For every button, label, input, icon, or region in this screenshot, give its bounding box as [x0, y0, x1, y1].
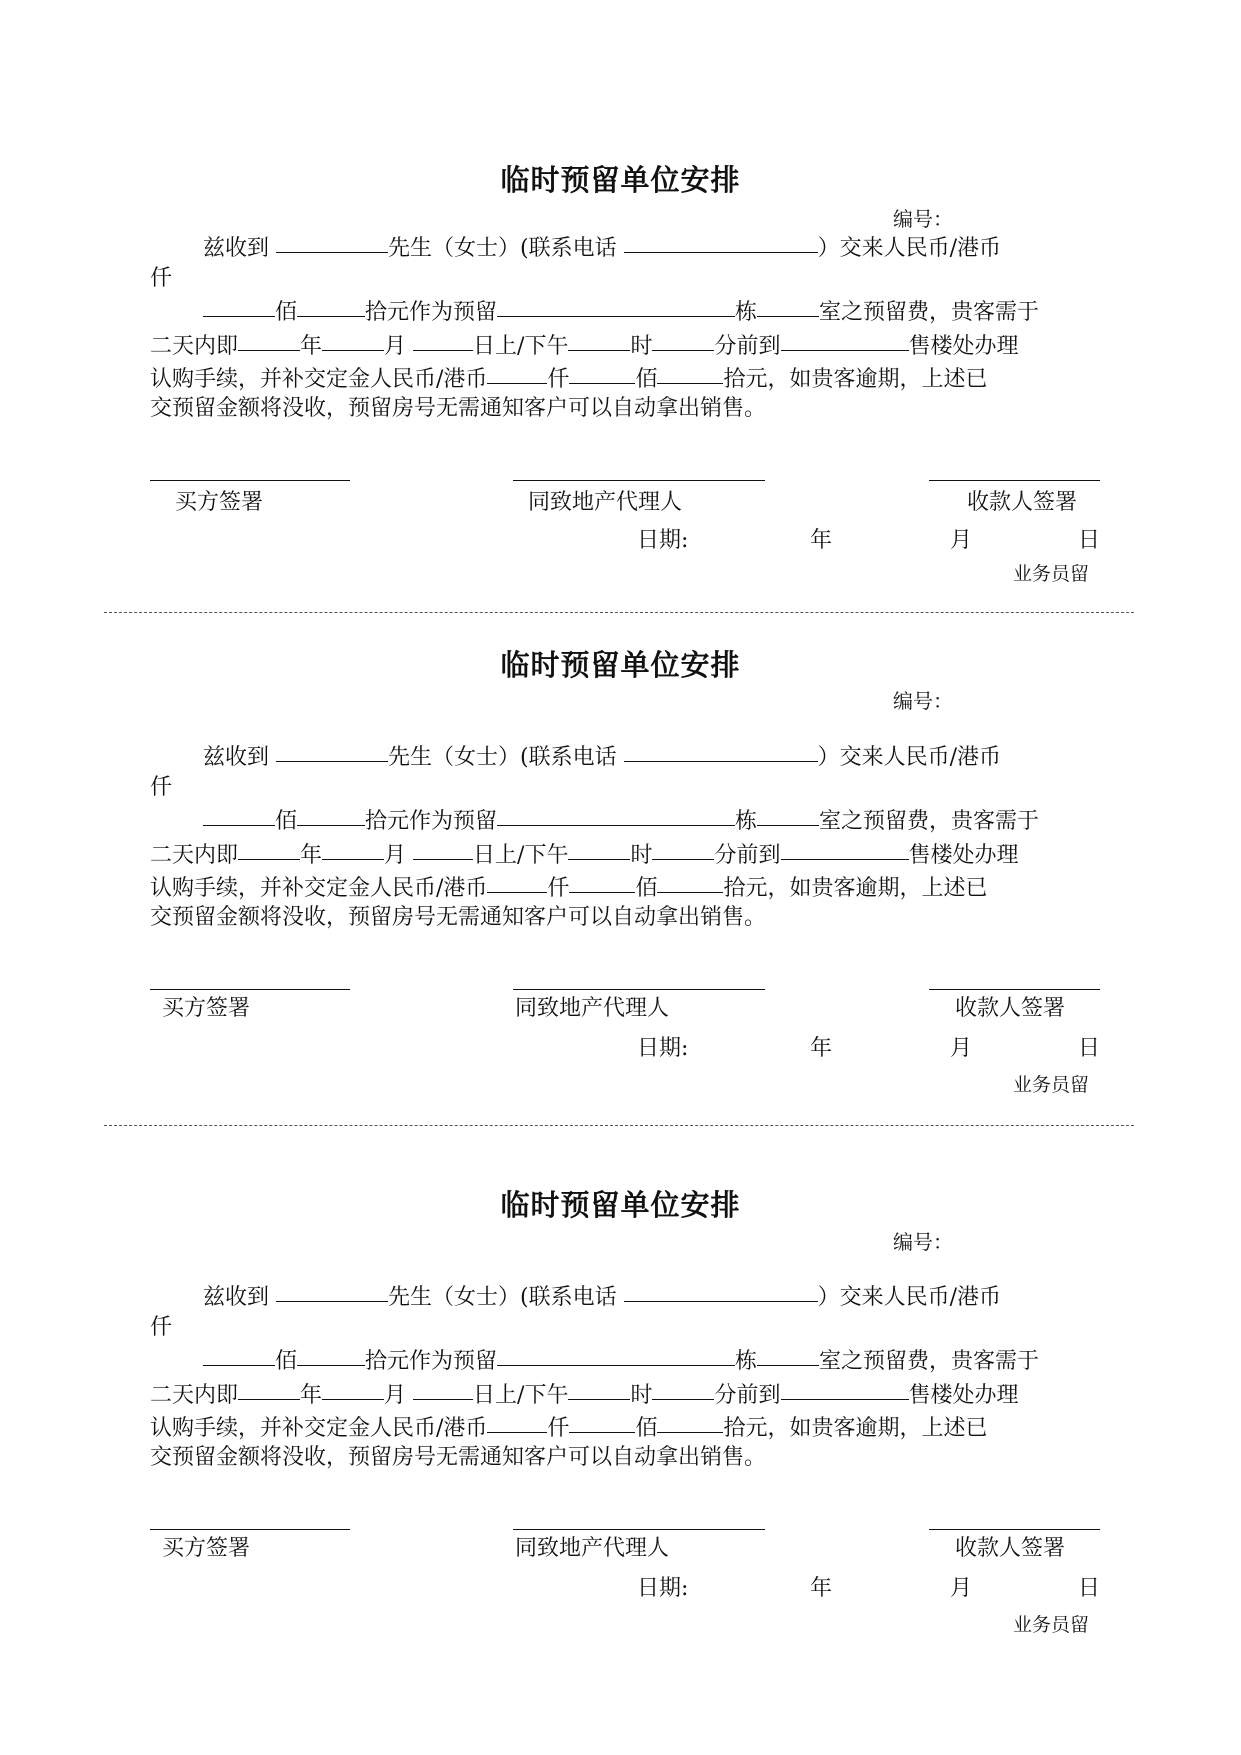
room-blank[interactable]: [757, 801, 819, 826]
form-title: 临时预留单位安排: [500, 1188, 741, 1222]
payee-signature-line[interactable]: [929, 480, 1100, 481]
minute-blank[interactable]: [652, 1375, 714, 1400]
payee-signature-line[interactable]: [929, 1529, 1100, 1530]
tens-blank[interactable]: [297, 801, 365, 826]
paragraph-line-3: 二天内即 年 月 日上/下午 时 分前到 售楼处办理: [150, 1375, 1019, 1409]
hour-blank[interactable]: [568, 835, 630, 860]
date-label: 日期:: [637, 528, 689, 553]
payee-signature-label: 收款人签署: [955, 1536, 1066, 1561]
tens-blank[interactable]: [297, 1341, 365, 1366]
paragraph-line-1: 兹收到 先生（女士）(联系电话 ）交来人民币/港币: [203, 228, 1001, 262]
buyer-signature-label: 买方签署: [175, 490, 264, 515]
deposit-hundreds-blank[interactable]: [569, 868, 635, 893]
hundreds-blank[interactable]: [203, 801, 275, 826]
agent-signature-line[interactable]: [513, 989, 765, 990]
agent-signature-line[interactable]: [513, 1529, 765, 1530]
phone-blank[interactable]: [624, 1277, 818, 1302]
serial-number-label: 编号：: [893, 1230, 953, 1254]
deposit-tens-blank[interactable]: [657, 868, 723, 893]
deposit-hundreds-blank[interactable]: [569, 1408, 635, 1433]
unit-blank[interactable]: [497, 801, 735, 826]
paragraph-line-4: 认购手续，并补交定金人民币/港币 仟 佰 拾元，如贵客逾期，上述已: [150, 1408, 987, 1442]
day-blank[interactable]: [413, 1375, 473, 1400]
payee-signature-line[interactable]: [929, 989, 1100, 990]
serial-number-label: 编号：: [893, 689, 953, 713]
copy-note: 业务员留: [1013, 563, 1090, 585]
deposit-thousands-blank[interactable]: [487, 1408, 547, 1433]
serial-number-label: 编号：: [893, 207, 953, 231]
date-day: 日: [1078, 1036, 1101, 1061]
agent-label: 同致地产代理人: [515, 996, 670, 1021]
buyer-signature-line[interactable]: [150, 1529, 350, 1530]
date-day: 日: [1078, 528, 1101, 553]
cut-line-2: [104, 1125, 1134, 1126]
office-blank[interactable]: [781, 1375, 909, 1400]
office-blank[interactable]: [781, 835, 909, 860]
name-blank[interactable]: [276, 1277, 388, 1302]
form-title: 临时预留单位安排: [500, 163, 741, 197]
year-blank[interactable]: [238, 1375, 300, 1400]
minute-blank[interactable]: [652, 835, 714, 860]
buyer-signature-label: 买方签署: [162, 996, 251, 1021]
buyer-signature-line[interactable]: [150, 989, 350, 990]
agent-label: 同致地产代理人: [528, 490, 683, 515]
agent-signature-line[interactable]: [513, 480, 765, 481]
paragraph-line-3: 二天内即 年 月 日上/下午 时 分前到 售楼处办理: [150, 835, 1019, 869]
month-blank[interactable]: [322, 835, 384, 860]
room-blank[interactable]: [757, 1341, 819, 1366]
cut-line-1: [104, 612, 1134, 613]
paragraph-line-4: 认购手续，并补交定金人民币/港币 仟 佰 拾元，如贵客逾期，上述已: [150, 868, 987, 902]
month-blank[interactable]: [322, 1375, 384, 1400]
date-year: 年: [810, 528, 833, 553]
payee-signature-label: 收款人签署: [955, 996, 1066, 1021]
paragraph-line-4: 认购手续，并补交定金人民币/港币 仟 佰 拾元，如贵客逾期，上述已: [150, 359, 987, 393]
date-label: 日期:: [637, 1036, 689, 1061]
paragraph-line-2: 佰 拾元作为预留 栋 室之预留费，贵客需于: [203, 292, 1039, 326]
paragraph-line-5: 交预留金额将没收，预留房号无需通知客户可以自动拿出销售。: [150, 905, 767, 930]
unit-blank[interactable]: [497, 1341, 735, 1366]
date-month: 月: [950, 528, 973, 553]
date-year: 年: [810, 1036, 833, 1061]
hour-blank[interactable]: [568, 1375, 630, 1400]
date-day: 日: [1078, 1576, 1101, 1601]
buyer-signature-line[interactable]: [150, 480, 350, 481]
paragraph-line-1-wrap: 仟: [150, 1315, 173, 1340]
paragraph-line-5: 交预留金额将没收，预留房号无需通知客户可以自动拿出销售。: [150, 1445, 767, 1470]
day-blank[interactable]: [413, 835, 473, 860]
name-blank[interactable]: [276, 737, 388, 762]
copy-note: 业务员留: [1013, 1614, 1090, 1636]
date-month: 月: [950, 1036, 973, 1061]
paragraph-line-2: 佰 拾元作为预留 栋 室之预留费，贵客需于: [203, 1341, 1039, 1375]
deposit-thousands-blank[interactable]: [487, 868, 547, 893]
paragraph-line-1-wrap: 仟: [150, 775, 173, 800]
hundreds-blank[interactable]: [203, 1341, 275, 1366]
date-label: 日期:: [637, 1576, 689, 1601]
year-blank[interactable]: [238, 835, 300, 860]
phone-blank[interactable]: [624, 737, 818, 762]
payee-signature-label: 收款人签署: [967, 490, 1078, 515]
copy-note: 业务员留: [1013, 1074, 1090, 1096]
form-title: 临时预留单位安排: [500, 648, 741, 682]
paragraph-line-1-wrap: 仟: [150, 266, 173, 291]
deposit-tens-blank[interactable]: [657, 1408, 723, 1433]
date-month: 月: [950, 1576, 973, 1601]
paragraph-line-1: 兹收到 先生（女士）(联系电话 ）交来人民币/港币: [203, 737, 1001, 771]
paragraph-line-5: 交预留金额将没收，预留房号无需通知客户可以自动拿出销售。: [150, 396, 767, 421]
date-year: 年: [810, 1576, 833, 1601]
buyer-signature-label: 买方签署: [162, 1536, 251, 1561]
paragraph-line-3: 二天内即 年 月 日上/下午 时 分前到 售楼处办理: [150, 326, 1019, 360]
paragraph-line-1: 兹收到 先生（女士）(联系电话 ）交来人民币/港币: [203, 1277, 1001, 1311]
agent-label: 同致地产代理人: [515, 1536, 670, 1561]
paragraph-line-2: 佰 拾元作为预留 栋 室之预留费，贵客需于: [203, 801, 1039, 835]
